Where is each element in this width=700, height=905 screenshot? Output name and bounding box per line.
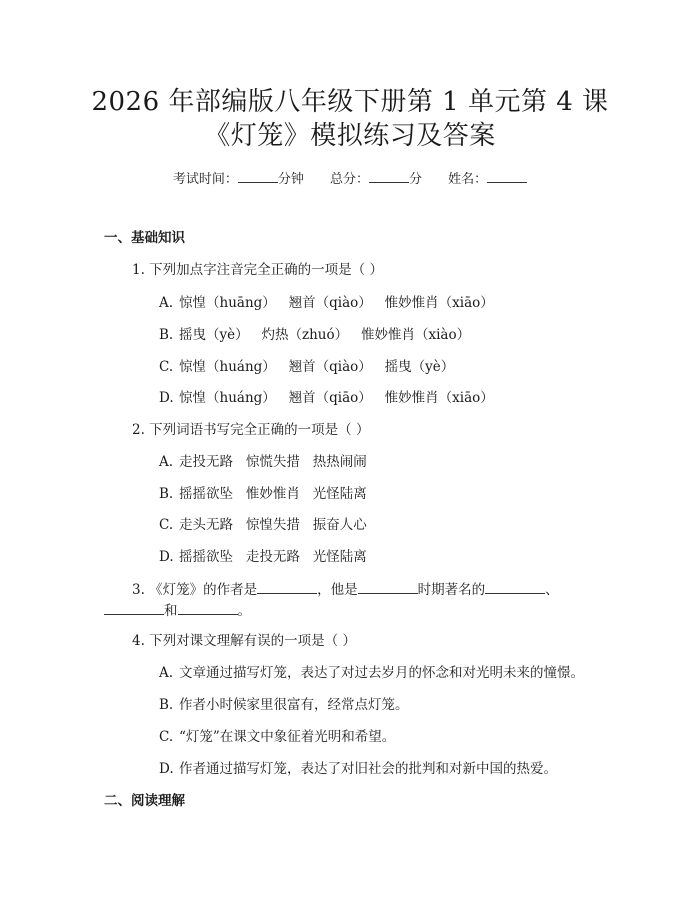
question-3-line2: [104, 601, 251, 620]
page-title-line2: 《灯笼》模拟练习及答案: [204, 121, 496, 151]
answer-blank: [178, 601, 238, 615]
question-1-stem: 1. 下列加点字注音完全正确的一项是（ ）: [132, 262, 383, 278]
option-text: 文章通过描写灯笼，表达了对过去岁月的怀念和对光明未来的憧憬。: [179, 665, 584, 681]
question-1-option-a: [159, 294, 494, 312]
option-text: 作者通过描写灯笼，表达了对旧社会的批判和对新中国的热爱。: [179, 761, 557, 777]
option-letter: D.: [159, 761, 174, 777]
option-text: “灯笼”在课文中象征着光明和希望。: [179, 729, 396, 745]
answer-blank: [104, 601, 164, 615]
option-letter: C.: [159, 517, 174, 533]
option-text: 走头无路 惊惶失措 振奋人心: [179, 517, 367, 533]
question-3-text: ，他是: [317, 582, 358, 598]
exam-time-label: 考试时间：: [172, 172, 238, 187]
question-3-text: 时期著名的: [417, 582, 486, 598]
exam-score: [330, 170, 422, 189]
question-4-option-b: [159, 696, 409, 714]
answer-blank: [485, 580, 545, 594]
exam-name-blank: [487, 170, 527, 183]
question-4-option-d: [159, 760, 557, 778]
option-text: 惊惶（huāng） 翘首（qiào） 惟妙惟肖（xiāo）: [179, 295, 494, 311]
question-2-option-a: [159, 453, 367, 471]
option-letter: B.: [159, 327, 174, 343]
question-3-text: 3. 《灯笼》的作者是: [132, 582, 258, 598]
question-3-text: 。: [237, 603, 251, 619]
option-letter: C.: [159, 729, 174, 745]
exam-score-label: 总分：: [329, 172, 369, 187]
option-text: 走投无路 惊慌失措 热热闹闹: [179, 454, 367, 470]
question-4-option-c: [159, 728, 395, 746]
option-text: 摇摇欲坠 走投无路 光怪陆离: [179, 549, 367, 565]
section-heading-reading: 二、阅读理解: [104, 793, 185, 809]
question-1-option-b: [159, 326, 470, 344]
option-text: 惊惶（huáng） 翘首（qiào） 摇曳（yè）: [179, 359, 455, 375]
exam-name-label: 姓名：: [448, 172, 488, 187]
question-3-line1: [132, 580, 559, 599]
question-2-option-d: [159, 548, 367, 566]
option-text: 作者小时候家里很富有，经常点灯笼。: [179, 697, 409, 713]
question-3-text: 和: [164, 603, 178, 619]
answer-blank: [257, 580, 317, 594]
exam-score-unit: 分: [409, 172, 423, 187]
question-1-option-c: [159, 358, 454, 376]
option-letter: B.: [159, 697, 174, 713]
exam-info: [0, 170, 700, 189]
question-2-option-b: [159, 485, 367, 503]
option-letter: A.: [159, 454, 174, 470]
option-text: 惊惶（huáng） 翘首（qiāo） 惟妙惟肖（xiāo）: [179, 390, 494, 406]
option-letter: C.: [159, 359, 174, 375]
question-4-stem: 4. 下列对课文理解有误的一项是（ ）: [132, 633, 356, 649]
section-heading-basics: 一、基础知识: [104, 230, 185, 246]
exam-time: [173, 170, 304, 189]
question-1-option-d: [159, 389, 494, 407]
question-2-stem: 2. 下列词语书写完全正确的一项是（ ）: [132, 422, 370, 438]
answer-blank: [358, 580, 418, 594]
exam-time-unit: 分钟: [277, 172, 304, 187]
option-text: 摇摇欲坠 惟妙惟肖 光怪陆离: [179, 486, 367, 502]
question-4-option-a: [159, 664, 584, 682]
exam-time-blank: [238, 170, 278, 183]
exam-name: [448, 170, 527, 189]
option-letter: A.: [159, 295, 174, 311]
option-letter: B.: [159, 486, 174, 502]
page-title-line1: 2026 年部编版八年级下册第 1 单元第 4 课: [91, 87, 609, 117]
option-text: 摇曳（yè） 灼热（zhuó） 惟妙惟肖（xiào）: [179, 327, 471, 343]
option-letter: A.: [159, 665, 174, 681]
question-2-option-c: [159, 516, 367, 534]
option-letter: D.: [159, 390, 174, 406]
option-letter: D.: [159, 549, 174, 565]
question-3-text: 、: [545, 582, 559, 598]
exam-score-blank: [369, 170, 409, 183]
